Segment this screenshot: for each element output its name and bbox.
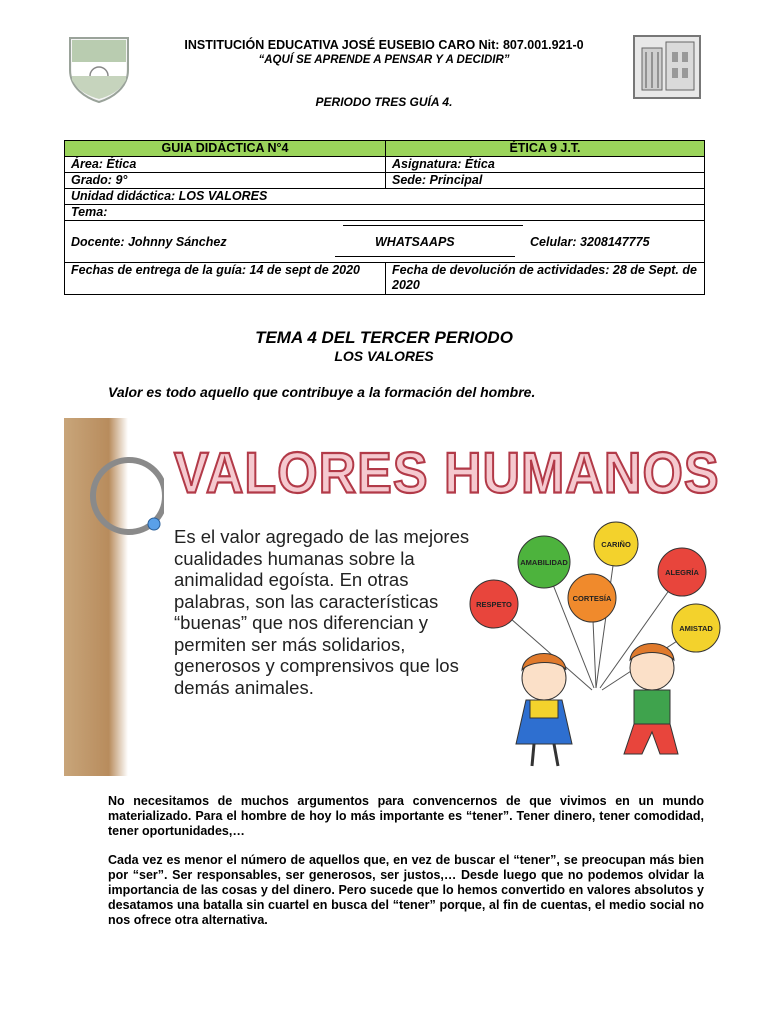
valores-humanos-poster bbox=[64, 418, 744, 776]
balloon-label: RESPETO bbox=[476, 600, 512, 609]
balloon-label: CARIÑO bbox=[601, 540, 631, 549]
poster-text: Es el valor agregado de las mejores cualidades humanas sobre la animalidad egoísta. En otras palabras, son las características “buenas” que nos diferencian y permiten ser más solidarios, generosos y comprensivos que los demás animales. bbox=[174, 526, 470, 698]
balloon-label: ALEGRÍA bbox=[665, 568, 699, 577]
tema-cell: Tema: bbox=[65, 205, 705, 221]
kids-with-balloons-illustration bbox=[464, 518, 744, 776]
grado-cell: Grado: 9° bbox=[65, 173, 386, 189]
divider bbox=[343, 225, 523, 226]
paragraph-2: Cada vez es menor el número de aquellos que, en vez de buscar el “tener”, se preocupan más bien por “ser”. Ser responsables, ser generosos, ser justos,… Desde luego que no podemos olvidar la importancia de las cosas y del dinero. Pero sucede que lo hemos convertido en valores absolutos y desatamos una batalla sin cuartel en busca del “tener” porque, al fin de cuentas, el medio social no nos ofrece otra alternativa. bbox=[108, 853, 704, 927]
guide-subject-title: ÉTICA 9 J.T. bbox=[386, 141, 705, 157]
balloon-label: AMABILIDAD bbox=[520, 558, 568, 567]
area-cell: Área: Ética bbox=[65, 157, 386, 173]
docente-row bbox=[65, 221, 705, 263]
tema-subtitle: LOS VALORES bbox=[334, 348, 434, 364]
docente-name: Docente: Johnny Sánchez bbox=[71, 234, 227, 249]
fecha-devolucion-cell: Fecha de devolución de actividades: 28 de Sept. de 2020 bbox=[386, 263, 705, 295]
celular: Celular: 3208147775 bbox=[530, 234, 650, 249]
poster-title: VALORES HUMANOS bbox=[174, 442, 720, 506]
guide-info-table bbox=[64, 140, 705, 295]
tema-title: TEMA 4 DEL TERCER PERIODO bbox=[255, 328, 513, 347]
guide-number: GUIA DIDÁCTICA N°4 bbox=[65, 141, 386, 157]
unidad-cell: Unidad didáctica: LOS VALORES bbox=[65, 189, 705, 205]
period-heading: PERIODO TRES GUÍA 4. bbox=[315, 95, 453, 109]
ring-decoration-icon bbox=[74, 446, 164, 546]
school-shield-logo bbox=[64, 32, 134, 104]
valor-definition: Valor es todo aquello que contribuye a la formación del hombre. bbox=[108, 384, 536, 400]
institution-name: INSTITUCIÓN EDUCATIVA JOSÉ EUSEBIO CARO Nit: 807.001.921-0 bbox=[184, 38, 584, 52]
asignatura-cell: Asignatura: Ética bbox=[386, 157, 705, 173]
whatsapp-label: WHATSAAPS bbox=[375, 234, 455, 249]
balloon-label: CORTESÍA bbox=[572, 594, 612, 603]
balloon-label: AMISTAD bbox=[679, 624, 713, 633]
fecha-entrega-cell: Fechas de entrega de la guía: 14 de sept de 2020 bbox=[65, 263, 386, 295]
building-logo bbox=[632, 34, 702, 100]
divider bbox=[335, 256, 515, 257]
paragraph-1: No necesitamos de muchos argumentos para convencernos de que vivimos en un mundo materializado. Para el hombre de hoy lo más importante es “tener”. Tener dinero, tener comodidad, tener oportunidades,… bbox=[108, 794, 704, 838]
institution-motto: “AQUÍ SE APRENDE A PENSAR Y A DECIDIR” bbox=[258, 54, 510, 66]
sede-cell: Sede: Principal bbox=[386, 173, 705, 189]
